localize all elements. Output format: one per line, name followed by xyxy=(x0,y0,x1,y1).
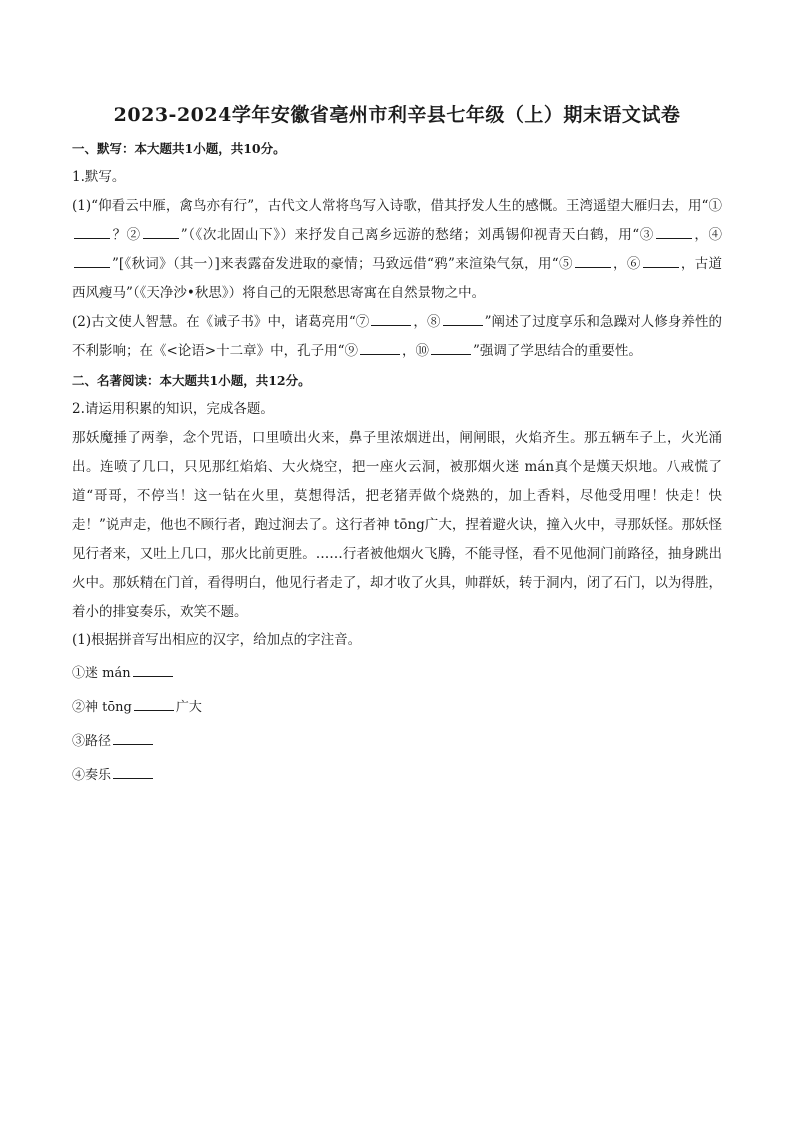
exam-title: 2023-2024学年安徽省亳州市利辛县七年级（上）期末语文试卷 xyxy=(113,104,681,126)
q1p2-text-e: ”强调了学思结合的重要性。 xyxy=(473,343,642,359)
answer-blank-10[interactable] xyxy=(431,353,471,355)
pinyin-item-2-prompt: ②神 tōng xyxy=(72,700,132,715)
q1p2-text-d: ，⑩ xyxy=(402,343,430,359)
exam-page xyxy=(72,100,722,799)
answer-blank-6[interactable] xyxy=(643,266,679,268)
pinyin-item-1-prompt: ①迷 mán xyxy=(72,666,131,681)
answer-blank-8[interactable] xyxy=(443,324,483,326)
q1p1-text-b: ？② xyxy=(112,227,141,243)
pinyin-item-2-suffix: 广大 xyxy=(175,700,202,715)
pinyin-blank-1[interactable] xyxy=(133,675,173,677)
pinyin-item-3-prompt: ③路径 xyxy=(72,734,112,749)
answer-blank-5[interactable] xyxy=(575,266,611,268)
question1-part2 xyxy=(72,308,722,366)
answer-blank-4[interactable] xyxy=(74,266,110,268)
answer-blank-3[interactable] xyxy=(656,237,692,239)
q1p1-text-c: ”（《次北固山下》）来抒发自己离乡远游的愁绪；刘禹锡仰视青天白鹤，用“③ xyxy=(180,227,654,243)
question1-part1 xyxy=(72,192,722,308)
q1p2-text-a: (2)古文使人智慧。在《诫子书》中，诸葛亮用“⑦ xyxy=(72,314,370,330)
q1p1-text-a: (1)“仰看云中雁，禽鸟亦有行”，古代文人常将鸟写入诗歌，借其抒发人生的感慨。王湾遥望大雁归去，用“① xyxy=(72,198,722,214)
pinyin-item-3 xyxy=(72,731,722,753)
answer-blank-2[interactable] xyxy=(143,237,179,239)
answer-blank-1[interactable] xyxy=(74,237,110,239)
section2-heading: 二、名著阅读：本大题共1小题，共12分。 xyxy=(72,373,311,388)
pinyin-item-4-prompt: ④奏乐 xyxy=(72,768,112,783)
question1-label: 1.默写。 xyxy=(72,169,126,185)
pinyin-blank-2[interactable] xyxy=(134,709,174,711)
pinyin-item-4 xyxy=(72,765,722,787)
pinyin-blank-4[interactable] xyxy=(113,777,153,779)
section1-heading: 一、默写：本大题共1小题，共10分。 xyxy=(72,141,286,156)
answer-blank-7[interactable] xyxy=(371,324,411,326)
q1p1-text-g: ，古道西风瘦马”（《天净沙•秋思》）将自己的无限愁思寄寓在自然景物之中。 xyxy=(72,256,723,301)
answer-blank-9[interactable] xyxy=(360,353,400,355)
pinyin-blank-3[interactable] xyxy=(113,743,153,745)
reading-passage: 那妖魔捶了两拳，念个咒语，口里喷出火来，鼻子里浓烟迸出，闸闸眼，火焰齐生。那五辆车子上，火光涌出。连喷了几口，只见那红焰焰、大火烧空，把一座火云洞，被那烟火迷 mán真个是熯天炽地。八戒慌了道“哥哥，不停当！这一钻在火里，莫想得活，把老猪弄做个烧熟的，加上香料，尽他受用哩！快走！快走！”说声走，他也不顾行者，跑过涧去了。这行者神 tōng广大，捏着避火诀，撞入火中，寻那妖怪。那妖怪见行者来，又吐上几口，那火比前更胜。……行者被他烟火飞腾，不能寻怪，看不见他洞门前路径，抽身跳出火中。那妖精在门首，看得明白，他见行者走了，却才收了火具，帅群妖，转于洞内，闭了石门，以为得胜，着小的排宴奏乐，欢笑不题。 xyxy=(72,430,722,620)
q1p2-text-b: ，⑧ xyxy=(413,314,441,330)
q1p1-text-e: ”[《秋词》（其一）]来表露奋发进取的豪情；马致远借“鸦”来渲染气氛，用“⑤ xyxy=(112,256,573,272)
q1p2-text-c: ”阐述了过度享乐和急躁对人修身养性的不利影响；在《<论语>十二章》中，孔子用“⑨ xyxy=(72,314,723,359)
pinyin-item-2 xyxy=(72,697,722,719)
question2-sub1: (1)根据拼音写出相应的汉字，给加点的字注音。 xyxy=(72,632,362,648)
q1p1-text-f: ，⑥ xyxy=(612,256,641,272)
pinyin-item-1 xyxy=(72,663,722,685)
question2-label: 2.请运用积累的知识，完成各题。 xyxy=(72,401,274,417)
q1p1-text-d: ，④ xyxy=(693,227,723,243)
